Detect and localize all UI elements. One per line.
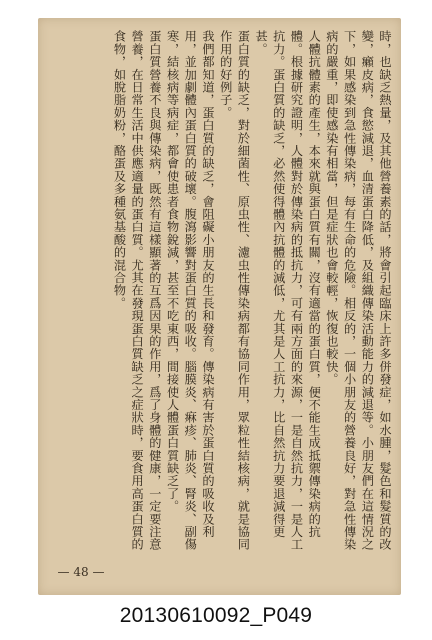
- paragraph-4: 我們都知道，蛋白質的缺乏，會阻礙小朋友的生長和發育。傳染病有害於蛋白質的吸收及利用，並加劇體內蛋白質的破壞。腹瀉影響對蛋白質的吸收。腦膜炎、痳疹、肺炎、腎炎、副傷寒，結核病等病症，都會使患者食物銳減，甚至不吃東西，間接使人體蛋白質缺乏了。: [165, 30, 215, 551]
- image-caption: 20130610092_P049: [119, 604, 313, 627]
- paragraph-2: 人體抗體素的產生，本來就與蛋白質有關，沒有適當的蛋白質，便不能生成抵禦傳染病的抗體。根據研究證明，人體對於傳染病的抵抗力，可有兩方面的來源，一是自然抗力，一是人工抗力。蛋白質的缺乏，必然使得體內抗體的減低，尤其是人工抗力，比自然抗力要退減得更甚。: [254, 30, 322, 551]
- paragraph-1: 時，也缺乏熱量，及其他營養素的話，將會引起臨床上許多併發症，如水腫，髮色和髮質的改變，癩皮病，食慾減退，血清蛋白降低，及組織傳染活動能力的減退等。小朋友們在這情況之下，如果感染到急性傳染病，每有生命的危險。相反的，一個小朋友的營養良好，對急性傳染病的嚴重，即使感染有相當，但是症狀也會較輕，恢復也較快。: [324, 30, 392, 551]
- paragraph-3: 蛋白質的缺乏，對於細菌性、原虫性、濾虫性傳染病都有協同作用，眾粒性結核病，就是協同作用的好例子。: [218, 30, 251, 551]
- page-number: — 48 —: [57, 565, 105, 579]
- paragraph-5: 蛋白質營養不良與傳染病，既然有這樣顯著的互爲因果的作用，爲了身體的健康，一定要注意營養，在日常生活中供應適量的蛋白質。尤其在發現蛋白質缺乏之症狀時，要食用高蛋白質的食物，如脫脂奶粉，酪蛋及多種氨基酸的混合物。: [112, 30, 162, 551]
- vertical-text-body: [48, 30, 393, 558]
